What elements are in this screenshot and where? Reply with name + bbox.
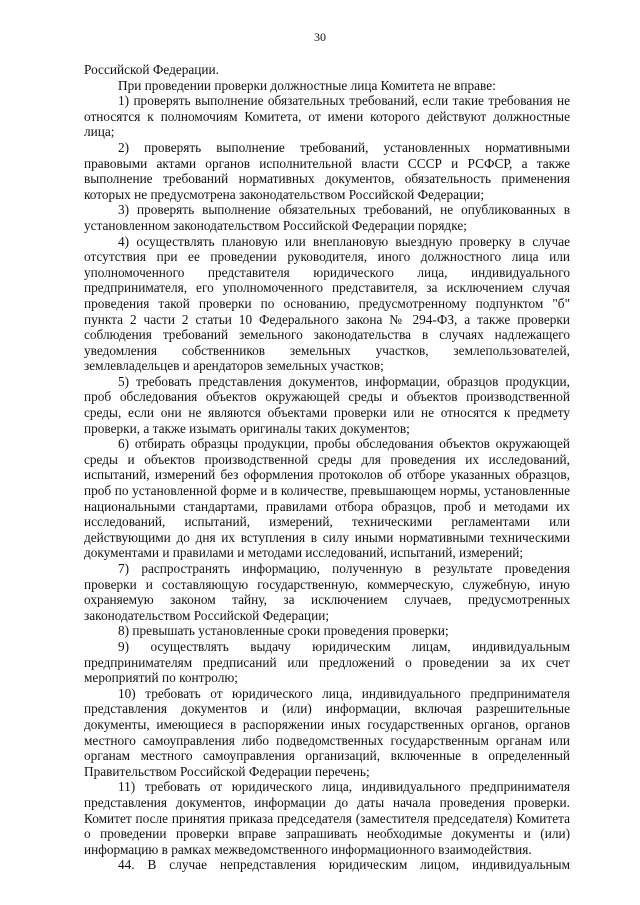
paragraph-item-9: 9) осуществлять выдачу юридическим лицам, индивидуальным предпринимателям предписаний или предложений о проведении за их счет мероприятий по контролю; [84,638,570,686]
paragraph-continuation: Российской Федерации. [84,62,219,77]
page-number: 30 [314,30,326,44]
paragraph-item-1: 1) проверять выполнение обязательных требований, если такие требования не относятся к полномочиям Комитета, от имени которого действуют должностные лица; [84,93,570,140]
paragraph-item-11: 11) требовать от юридического лица, индивидуального предпринимателя представления документов, информации до даты начала проведения проверки. Комитет после принятия приказа председателя (заместителя председателя) Комитета о проведении проверки вправе запрашивать необходимые документы и (или) информацию в рамках межведомственного информационного взаимодействия. [84,779,570,857]
paragraph-item-3: 3) проверять выполнение обязательных требований, не опубликованных в установленном законодательством Российской Федерации порядке; [84,202,570,233]
document-body [84,62,570,873]
paragraph-item-2: 2) проверять выполнение требований, установленных нормативными правовыми актами органов исполнительной власти СССР и РСФСР, а также выполнение требований нормативных документов, обязательность применения которых не предусмотрена законодательством Российской Федерации; [84,139,570,202]
paragraph-item-8: 8) превышать установленные сроки проведения проверки; [118,623,449,639]
paragraph-item-4: 4) осуществлять плановую или внеплановую выездную проверку в случае отсутствия при ее проведении руководителя, иного должностного лица или уполномоченного представителя юридического лица, индивидуального предпринимателя, его уполномоченного представителя, за исключением случая проведения такой проверки по основанию, предусмотренному подпунктом "б" пункта 2 части 2 статьи 10 Федерального закона № 294-ФЗ, а также проверки соблюдения требований земельного законодательства в случаях надлежащего уведомления собственников земельных участков, землепользователей, землевладельцев и арендаторов земельных участков; [84,233,570,374]
paragraph-item-10: 10) требовать от юридического лица, индивидуального предпринимателя представления документов и (или) информации, включая разрешительные документы, имеющиеся в распоряжении иных государственных органов, органов местного самоуправления либо подведомственных государственным органам или органам местного самоуправления организаций, включенные в определенный Правительством Российской Федерации перечень; [84,685,570,779]
paragraph-intro: При проведении проверки должностные лица Комитета не вправе: [118,77,496,93]
paragraph-44: 44. В случае непредставления юридическим лицом, индивидуальным [118,857,570,873]
paragraph-item-5: 5) требовать представления документов, информации, образцов продукции, проб обследования объектов окружающей среды и объектов производственной среды, если они не являются объектами проверки или не относятся к предмету проверки, а также изымать оригиналы таких документов; [84,373,570,436]
paragraph-item-6: 6) отбирать образцы продукции, пробы обследования объектов окружающей среды и объектов производственной среды для проведения их исследований, испытаний, измерений без оформления протоколов об отборе указанных образцов, проб по установленной форме и в количестве, превышающем нормы, установленные национальными стандартами, правилами отбора образцов, проб и методами их исследований, испытаний, измерений, техническими регламентами или действующими до дня их вступления в силу иными нормативными техническими документами и правилами и методами исследований, испытаний, измерений; [84,436,570,561]
paragraph-item-7: 7) распространять информацию, полученную в результате проведения проверки и составляющую государственную, коммерческую, служебную, иную охраняемую законом тайну, за исключением случаев, предусмотренных законодательством Российской Федерации; [84,561,570,623]
